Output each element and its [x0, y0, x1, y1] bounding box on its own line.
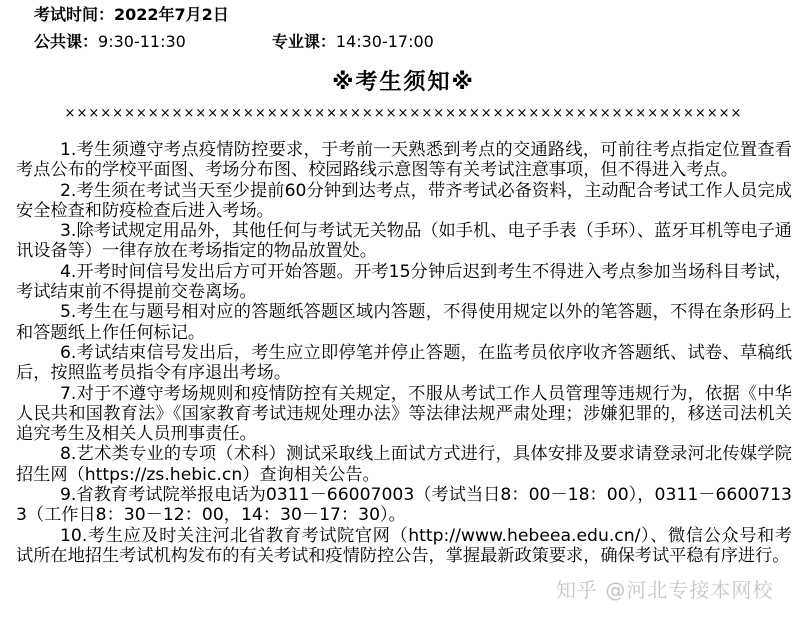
rule-item: 8.艺术类专业的专项（术科）测试采取线上面试方式进行，具体安排及要求请登录河北传媒学院招生网（https://zs.hebic.cn）查询相关公告。 — [16, 444, 792, 485]
divider-line: ××××××××××××××××××××××××××××××××××××××××××××××××××××××××× — [64, 106, 743, 121]
public-course-label: 公共课： — [34, 32, 99, 51]
rule-item: 9.省教育考试院举报电话为0311－66007003（考试当日8：00－18：00），0311－66007133（工作日8：30－12：00，14：30－17：30）。 — [16, 485, 792, 526]
rule-item: 7.对于不遵守考场规则和疫情防控有关规定，不服从考试工作人员管理等违规行为，依据《中华人民共和国教育法》《国家教育考试违规处理办法》等法律法规严肃处理；涉嫌犯罪的，移送司法机关追究考生及相关人员刑事责任。 — [16, 383, 792, 445]
rule-item: 2.考生须在考试当天至少提前60分钟到达考点，带齐考试必备资料，主动配合考试工作人员完成安全检查和防疫检查后进入考场。 — [16, 180, 792, 221]
exam-date-value: 2022年7月2日 — [114, 5, 229, 24]
public-course-time: 9:30-11:30 — [98, 32, 186, 51]
major-course-time: 14:30-17:00 — [335, 32, 434, 51]
notice-title: ※考生须知※ — [332, 70, 475, 95]
exam-times-line — [34, 31, 434, 53]
exam-date-label: 考试时间： — [34, 5, 115, 24]
exam-date-line — [34, 4, 229, 26]
watermark: 知乎 @河北专接本网校 — [556, 578, 774, 602]
rules-list — [16, 140, 792, 566]
major-course-label: 专业课： — [271, 32, 336, 51]
rule-item: 4.开考时间信号发出后方可开始答题。开考15分钟后迟到考生不得进入考点参加当场科目考试，考试结束前不得提前交卷离场。 — [16, 261, 792, 303]
rule-item: 1.考生须遵守考点疫情防控要求，于考前一天熟悉到考点的交通路线，可前往考点指定位置查看考点公布的学校平面图、考场分布图、校园路线示意图等有关考试注意事项，但不得进入考点。 — [16, 140, 792, 181]
rule-item: 5.考生在与题号相对应的答题纸答题区域内答题，不得使用规定以外的笔答题，不得在条形码上和答题纸上作任何标记。 — [16, 302, 792, 343]
rule-item: 3.除考试规定用品外，其他任何与考试无关物品（如手机、电子手表（手环）、蓝牙耳机等电子通讯设备等）一律存放在考场指定的物品放置处。 — [16, 221, 792, 262]
rule-item: 6.考试结束信号发出后，考生应立即停笔并停止答题，在监考员依序收齐答题纸、试卷、草稿纸后，按照监考员指令有序退出考场。 — [16, 342, 792, 384]
rule-item: 10.考生应及时关注河北省教育考试院官网（http://www.hebeea.edu.cn/）、微信公众号和考试所在地招生考试机构发布的有关考试和疫情防控公告，掌握最新政策要求，确保考试平稳有序进行。 — [16, 525, 792, 566]
